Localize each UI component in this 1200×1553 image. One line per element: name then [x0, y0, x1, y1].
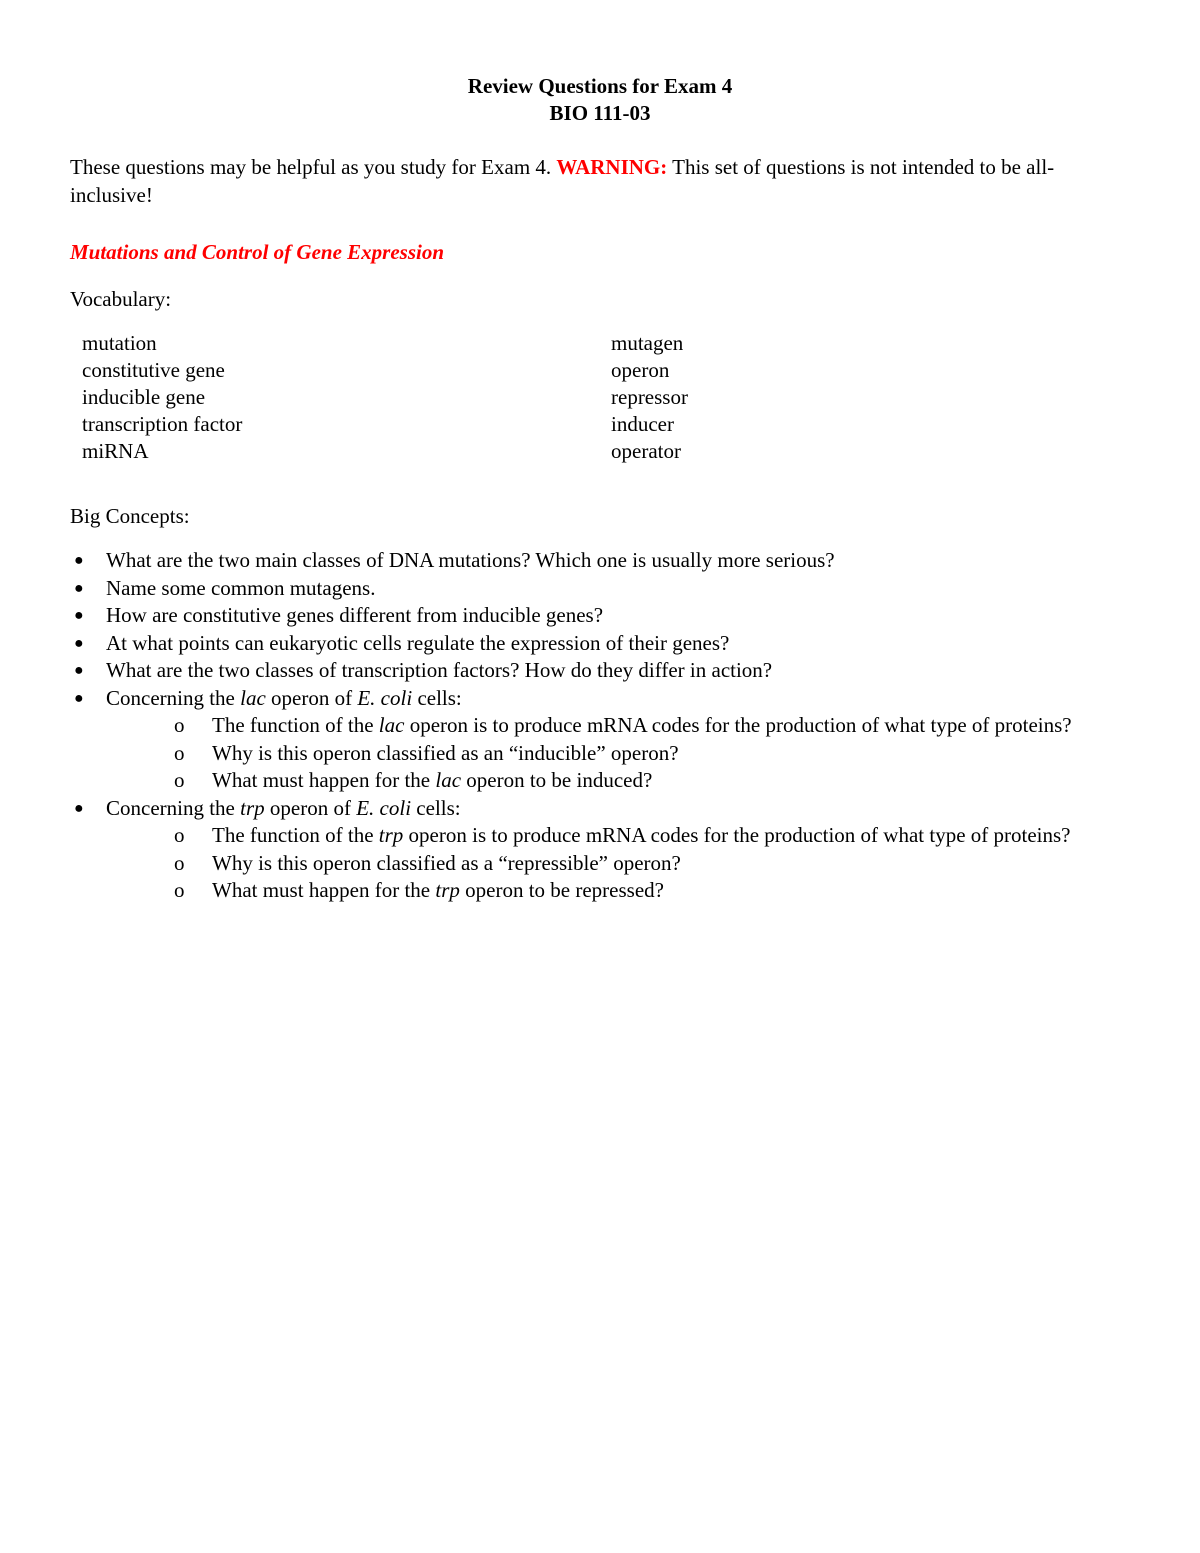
- bullet-icon: ●: [74, 689, 84, 707]
- vocab-term: inducer: [611, 412, 674, 436]
- bullet-icon: ●: [74, 634, 84, 652]
- concept-text: How are constitutive genes different from inducible genes?: [106, 603, 604, 627]
- warning-label: WARNING:: [556, 155, 668, 179]
- sub-text: operon is to produce mRNA codes for the production of what type of proteins?: [404, 713, 1072, 737]
- concept-text: Name some common mutagens.: [106, 575, 376, 600]
- intro-paragraph: [70, 153, 1130, 209]
- list-item-lac-operon: [70, 685, 1130, 713]
- sub-text: The function of the: [212, 713, 379, 737]
- italic-term: E. coli: [357, 685, 413, 710]
- bullet-icon: ●: [74, 579, 84, 597]
- italic-term: lac: [240, 685, 266, 710]
- concept-text: Concerning the: [106, 685, 241, 710]
- concept-text: What are the two classes of transcription factors? How do they differ in action?: [106, 658, 773, 682]
- list-item: [70, 547, 1130, 575]
- italic-term: trp: [240, 795, 265, 820]
- bullet-icon: ●: [74, 799, 84, 817]
- big-concepts-list: [70, 547, 1130, 905]
- concept-text: cells:: [411, 795, 461, 820]
- vocab-term: constitutive gene: [82, 358, 225, 382]
- vocab-term: mutagen: [611, 331, 684, 355]
- title-block: [0, 73, 1200, 127]
- sub-list-item: [70, 740, 1130, 768]
- circle-bullet-icon: o: [174, 713, 185, 737]
- circle-bullet-icon: o: [174, 823, 185, 847]
- big-concepts-label: Big Concepts:: [70, 504, 190, 528]
- sub-list-item: [70, 767, 1130, 795]
- document-title: Review Questions for Exam 4: [467, 74, 733, 98]
- sub-list-item: [70, 822, 1130, 850]
- course-code: BIO 111-03: [549, 101, 651, 125]
- sub-list-item: [70, 877, 1130, 905]
- sub-list-item: [70, 712, 1130, 740]
- sub-text: What must happen for the: [212, 768, 436, 792]
- list-item: [70, 657, 1130, 685]
- sub-text: Why is this operon classified as a “repressible” operon?: [212, 850, 681, 875]
- intro-text: These questions may be helpful as you study for Exam 4.: [70, 155, 557, 179]
- list-item: [70, 575, 1130, 603]
- sub-text: What must happen for the: [212, 878, 436, 902]
- italic-term: lac: [378, 713, 405, 737]
- vocab-term: mutation: [82, 331, 157, 355]
- italic-term: E. coli: [356, 795, 412, 820]
- list-item: [70, 602, 1130, 630]
- circle-bullet-icon: o: [174, 768, 185, 792]
- sub-text: operon to be repressed?: [459, 878, 664, 902]
- vocabulary-list: [82, 330, 782, 465]
- concept-text: Concerning the: [106, 795, 241, 820]
- section-heading: Mutations and Control of Gene Expression: [70, 240, 445, 264]
- vocab-term: repressor: [611, 385, 688, 409]
- circle-bullet-icon: o: [174, 850, 185, 875]
- list-item-trp-operon: [70, 795, 1130, 823]
- vocab-row: [82, 411, 782, 438]
- concept-text: cells:: [412, 685, 462, 710]
- vocab-term: miRNA: [82, 439, 149, 463]
- italic-term: trp: [378, 823, 404, 847]
- list-item: [70, 630, 1130, 658]
- vocab-row: [82, 357, 782, 384]
- circle-bullet-icon: o: [174, 740, 185, 765]
- vocab-term: operator: [611, 439, 681, 463]
- vocab-term: inducible gene: [82, 385, 206, 409]
- vocab-term: transcription factor: [82, 412, 243, 436]
- vocab-term: operon: [611, 358, 670, 382]
- sub-text: The function of the: [212, 823, 379, 847]
- vocab-row: [82, 384, 782, 411]
- vocab-row: [82, 330, 782, 357]
- bullet-icon: ●: [74, 552, 84, 569]
- sub-text: operon is to produce mRNA codes for the production of what type of proteins?: [403, 823, 1071, 847]
- sub-text: operon to be induced?: [461, 768, 653, 792]
- sub-list-item: [70, 850, 1130, 878]
- vocabulary-label: Vocabulary:: [70, 287, 172, 311]
- bullet-icon: ●: [74, 662, 84, 679]
- circle-bullet-icon: o: [174, 878, 185, 902]
- bullet-icon: ●: [74, 607, 84, 624]
- concept-text: operon of: [265, 685, 358, 710]
- intro-text-continued: This set of questions is not intended to be all-inclusive!: [70, 155, 1055, 207]
- concept-text: What are the two main classes of DNA mutations? Which one is usually more serious?: [106, 548, 835, 572]
- vocab-row: [82, 438, 782, 465]
- italic-term: lac: [435, 768, 462, 792]
- concept-text: operon of: [264, 795, 357, 820]
- sub-text: Why is this operon classified as an “inducible” operon?: [212, 740, 679, 765]
- italic-term: trp: [435, 878, 460, 902]
- concept-text: At what points can eukaryotic cells regulate the expression of their genes?: [106, 630, 730, 655]
